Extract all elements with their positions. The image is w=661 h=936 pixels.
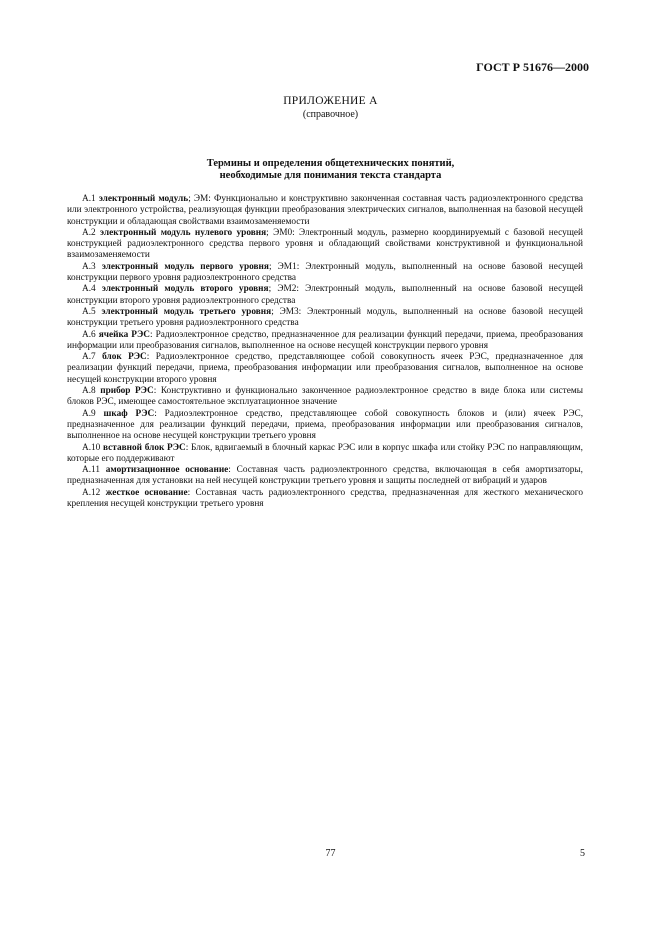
entry-number: А.1 [82, 194, 96, 204]
definition-entry [67, 352, 583, 386]
sheet-number: 5 [580, 848, 585, 859]
appendix-subtitle: (справочное) [302, 109, 359, 120]
entry-number: А.7 [82, 352, 96, 363]
entry-text: : Составная часть радиоэлектронного средства, предназначенная для жесткого механического крепления несущей конструкции третьего уровня [67, 487, 583, 510]
entry-text: : Радиоэлектронное средство, представляющее собой совокупность блоков и (или) ячеек РЭС, предназначенное для реализации функций передачи, приема, преобразования информации или преобразования сигналов, выполненное на основе несущей конструкции третьего уровня [67, 408, 584, 442]
entry-text: ; ЭМ2: Электронный модуль, выполненный на основе базовой несущей конструкции второго уровня радиоэлектронного средства [67, 284, 583, 306]
page-number: 77 [325, 848, 336, 859]
entry-term: амортизационное основание [105, 465, 229, 476]
definition-entry [67, 194, 583, 228]
entry-term: электронный модуль [98, 194, 189, 204]
entry-number: А.6 [82, 329, 96, 340]
entry-text: : Составная часть радиоэлектронного средства, включающая в себя амортизаторы, предназначенная для установки на ней несущей конструкции третьего уровня и защиты последней от вибраций и ударов [67, 465, 583, 487]
entry-text: : Радиоэлектронное средство, предназначенное для реализации функций передачи, приема, преобразования информации или преобразования сигналов, выполненное на основе несущей конструкции первого уровня [67, 329, 583, 351]
section-heading [0, 158, 661, 182]
entry-term: вставной блок РЭС [103, 442, 186, 453]
definitions-list [67, 194, 583, 510]
entry-number: А.10 [82, 442, 101, 453]
entry-term: электронный модуль нулевого уровня [100, 227, 267, 238]
entry-number: А.5 [82, 306, 96, 317]
entry-number: А.8 [82, 386, 96, 397]
section-heading-line-1: Термины и определения общетехнических понятий, [206, 158, 455, 169]
entry-term: блок РЭС [102, 352, 147, 363]
definition-entry [67, 488, 583, 511]
entry-term: электронный модуль третьего уровня [101, 306, 272, 317]
entry-number: А.12 [82, 487, 101, 498]
entry-number: А.11 [82, 465, 100, 476]
entry-number: А.9 [82, 408, 96, 419]
definition-entry [67, 307, 583, 330]
section-heading-line-2: необходимые для понимания текста стандарта [219, 170, 442, 181]
definition-entry [67, 409, 583, 443]
entry-term: ячейка РЭС [98, 329, 150, 340]
entry-text: ; ЭМ3: Электронный модуль, выполненный на основе базовой несущей конструкции третьего уровня радиоэлектронного средства [67, 306, 584, 329]
entry-number: А.3 [82, 261, 96, 272]
entry-text: : Блок, вдвигаемый в блочный каркас РЭС или в корпус шкафа или стойку РЭС по направляющим, которые его поддерживают [67, 442, 583, 464]
entry-text: ; ЭМ1: Электронный модуль, выполненный на основе базовой несущей конструкции первого уровня радиоэлектронного средства [67, 261, 583, 284]
entry-term: прибор РЭС [100, 386, 154, 397]
definition-entry [67, 465, 583, 488]
definition-entry [67, 386, 583, 409]
definition-entry [67, 443, 583, 466]
entry-term: электронный модуль первого уровня [101, 261, 269, 272]
definition-entry [67, 228, 583, 262]
entry-text: : Радиоэлектронное средство, представляющее собой совокупность ячеек РЭС, предназначенное для реализации функций передачи, приема, преобразования информации или преобразования сигналов, выполненное на основе несущей конструкции второго уровня [67, 352, 583, 385]
entry-term: шкаф РЭС [103, 408, 155, 419]
entry-term: жесткое основание [105, 487, 188, 498]
entry-term: электронный модуль второго уровня [101, 284, 269, 295]
definition-entry [67, 330, 583, 353]
entry-text: ; ЭМ0: Электронный модуль, размерно координируемый с базовой несущей конструкцией радиоэлектронного средства первого уровня и обладающий свойствами конструктивной и функциональной взаимозаменяемости [67, 227, 583, 261]
entry-number: А.4 [82, 284, 96, 295]
entry-number: А.2 [82, 227, 96, 238]
definition-entry [67, 262, 583, 285]
entry-text: : Конструктивно и функционально законченное радиоэлектронное средство в виде блока или системы блоков РЭС, имеющее самостоятельное эксплуатационное значение [67, 386, 583, 408]
entry-text: ; ЭМ: Функционально и конструктивно законченная составная часть радиоэлектронного средства или электронного устройства, реализующая функции преобразования электрических сигналов, выполненная на базовой несущей конструкции и обладающая свойствами взаимозаменяемости [67, 194, 583, 227]
definition-entry [67, 284, 583, 307]
appendix-title: ПРИЛОЖЕНИЕ А [283, 95, 378, 107]
standard-header: ГОСТ Р 51676—2000 [476, 60, 589, 74]
